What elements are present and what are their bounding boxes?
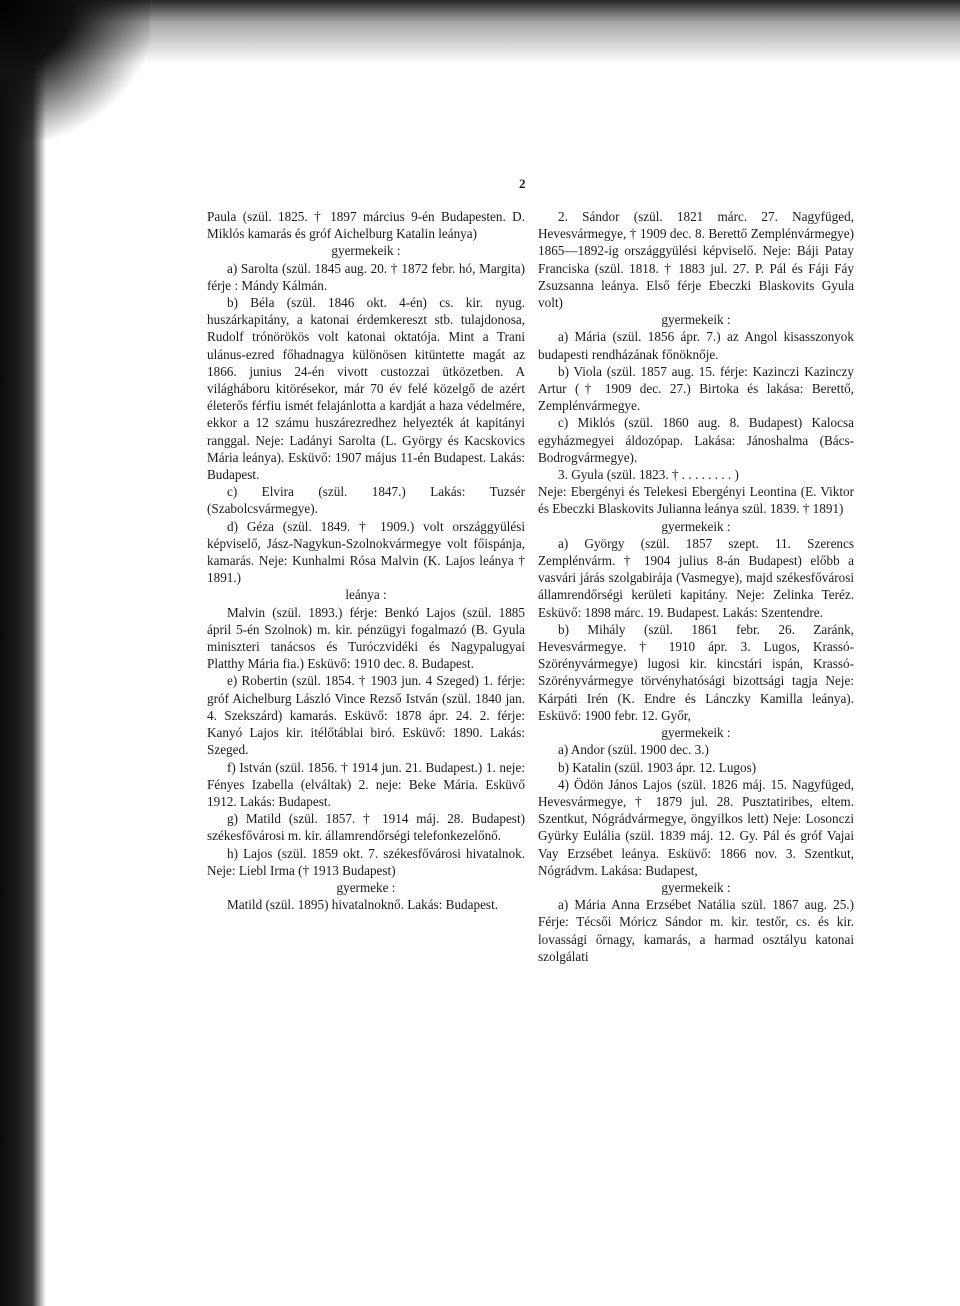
scan-shadow-left bbox=[0, 0, 46, 1306]
paragraph: Matild (szül. 1895) hivatalnoknő. Lakás: Budapest. bbox=[227, 897, 499, 913]
paragraph: Neje: Ebergényi és Telekesi Ebergényi Leontina (E. Viktor és Ebeczki Blaskovits Julianna leánya szül. 1839. † 1891) bbox=[538, 484, 854, 517]
section-heading: leánya : bbox=[345, 587, 387, 603]
paragraph: a) Andor (szül. 1900 dec. 3.) bbox=[558, 742, 709, 758]
paragraph: a) Mária (szül. 1856 ápr. 7.) az Angol kisasszonyok budapesti rendházának főnöknője. bbox=[538, 329, 854, 362]
section-heading: gyermekeik : bbox=[331, 243, 401, 259]
right-column bbox=[538, 208, 854, 965]
section-heading: gyermeke : bbox=[336, 879, 396, 895]
paragraph: a) Mária Anna Erzsébet Natália szül. 1867 aug. 25.) Férje: Técsői Móricz Sándor m. kir. testőr, cs. és kir. lovassági őrnagy, kamarás, a harmad osztályu katonai szolgálati bbox=[538, 897, 854, 964]
section-heading: gyermekeik : bbox=[661, 879, 731, 895]
scan-shadow-corner bbox=[0, 0, 150, 140]
paragraph: e) Robertin (szül. 1854. † 1903 jun. 4 Szeged) 1. férje: gróf Aichelburg László Vince Rezső István (szül. 1840 jan. 4. Szekszárd) kamarás. Esküvő: 1878 ápr. 24. 2. férje: Kanyó Lajos kir. itélőtáblai biró. Esküvő: 1890. Lakás: Szeged. bbox=[207, 673, 525, 758]
paragraph: b) Béla (szül. 1846 okt. 4-én) cs. kir. nyug. huszárkapitány, a katonai érdemkereszt stb. tulajdonosa, Rudolf trónörökös volt katonai oktatója. Mint a Trani ulánus-ezred főhadnagya különösen kitüntette magát az 1866. junius 24-én vivott custozzai ütközetben. A világháboru kitörésekor, már 70 év felé közelgő de azért életerős férfiu ismét felajánlotta a kardját a haza védelmére, ekkor a 12 számu huszárezredhez helyezték át kapitányi ranggal. Neje: Ladányi Sarolta (L. György és Kacskovics Mária leánya). Esküvő: 1907 május 11-én Budapest. Lakás: Budapest. bbox=[207, 295, 525, 483]
paragraph: a) Sarolta (szül. 1845 aug. 20. † 1872 febr. hó, Margita) férje : Mándy Kálmán. bbox=[207, 260, 525, 293]
paragraph: a) György (szül. 1857 szept. 11. Szerencs Zemplénvárm. † 1904 julius 8-án Budapest) előbb a vasvári járás szolgabirája (Vasmegye), majd székesfővárosi államrendőrségi kerületi kapitány. Neje: Zelinka Teréz. Esküvő: 1898 márc. 19. Budapest. Lakás: Szentendre. bbox=[538, 535, 854, 620]
paragraph: g) Matild (szül. 1857. † 1914 máj. 28. Budapest) székesfővárosi m. kir. államrendőrségi telefonkezelőnő. bbox=[207, 811, 525, 844]
section-heading: gyermekeik : bbox=[661, 312, 731, 328]
paragraph: Paula (szül. 1825. † 1897 március 9-én Budapesten. D. Miklós kamarás és gróf Aichelburg Katalin leánya) bbox=[207, 209, 525, 242]
paragraph: b) Katalin (szül. 1903 ápr. 12. Lugos) bbox=[558, 759, 757, 775]
paragraph: b) Mihály (szül. 1861 febr. 26. Zaránk, Hevesvármegye. † 1910 ápr. 3. Lugos, Krassó-Szörényvármegye) lugosi kir. kincstári ispán, Krassó-Szörényvármegye törvényhatósági bizottsági tagja Neje: Kárpáti Irén (K. Endre és Lánczky Kamilla leánya). Esküvő: 1900 febr. 12. Győr, bbox=[538, 621, 854, 723]
paragraph: 4) Ödön János Lajos (szül. 1826 máj. 15. Nagyfüged, Hevesvármegye, † 1879 jul. 28. Pusztatiribes, eltem. Szentkut, Nógrádvármegye, öngyilkos lett) Neje: Losonczi Gyürky Eulália (szül. 1839 máj. 12. Gy. Pál és gróf Vajai Vay Erzsébet leánya. Esküvő: 1866 nov. 3. Szentkut, Nógrádvm. Lakása: Budapest, bbox=[538, 776, 854, 878]
left-column bbox=[207, 208, 525, 913]
paragraph: b) Viola (szül. 1857 aug. 15. férje: Kazinczi Kazinczy Artur († 1909 dec. 27.) Birtoka és lakása: Berettő, Zemplénvármegye. bbox=[538, 363, 854, 414]
section-heading: gyermekeik : bbox=[661, 518, 731, 534]
paragraph: Malvin (szül. 1893.) férje: Benkó Lajos (szül. 1885 ápril 5-én Szolnok) m. kir. pénzügyi fogalmazó (B. Gyula miniszteri tanácsos és Turóczvidéki és Nagypalugyai Platthy Mária fia.) Esküvő: 1910 dec. 8. Budapest. bbox=[207, 604, 525, 672]
paragraph: d) Géza (szül. 1849. † 1909.) volt országgyülési képviselő, Jász-Nagykun-Szolnokvármegye volt főispánja, kamarás. Neje: Kunhalmi Rósa Malvin (K. Lajos leánya † 1891.) bbox=[207, 518, 525, 586]
paragraph: 2. Sándor (szül. 1821 márc. 27. Nagyfüged, Hevesvármegye, † 1909 dec. 8. Berettő Zemplénvármegye) 1865—1892-ig országgyülési képviselő. Neje: Báji Patay Franciska (szül. 1818. † 1883 jul. 27. P. Pál és Fáji Fáy Zsuzsanna leánya. Első férje Ebeczki Blaskovits Gyula volt) bbox=[538, 209, 854, 311]
paragraph: c) Miklós (szül. 1860 aug. 8. Budapest) Kalocsa egyházmegyei áldozópap. Lakása: Jánoshalma (Bács-Bodrogvármegye). bbox=[538, 415, 854, 465]
paragraph: 3. Gyula (szül. 1823. † . . . . . . . . ) bbox=[558, 467, 739, 483]
paragraph: f) István (szül. 1856. † 1914 jun. 21. Budapest.) 1. neje: Fényes Izabella (elváltak) 2. neje: Beke Mária. Esküvő 1912. Lakás: Budapest. bbox=[207, 759, 525, 809]
paragraph: c) Elvira (szül. 1847.) Lakás: Tuzsér (Szabolcsvármegye). bbox=[207, 484, 525, 517]
page-number: 2 bbox=[519, 176, 526, 191]
paragraph: h) Lajos (szül. 1859 okt. 7. székesfővárosi hivatalnok. Neje: Liebl Irma († 1913 Budapest) bbox=[207, 845, 525, 878]
section-heading: gyermekeik : bbox=[661, 725, 731, 741]
